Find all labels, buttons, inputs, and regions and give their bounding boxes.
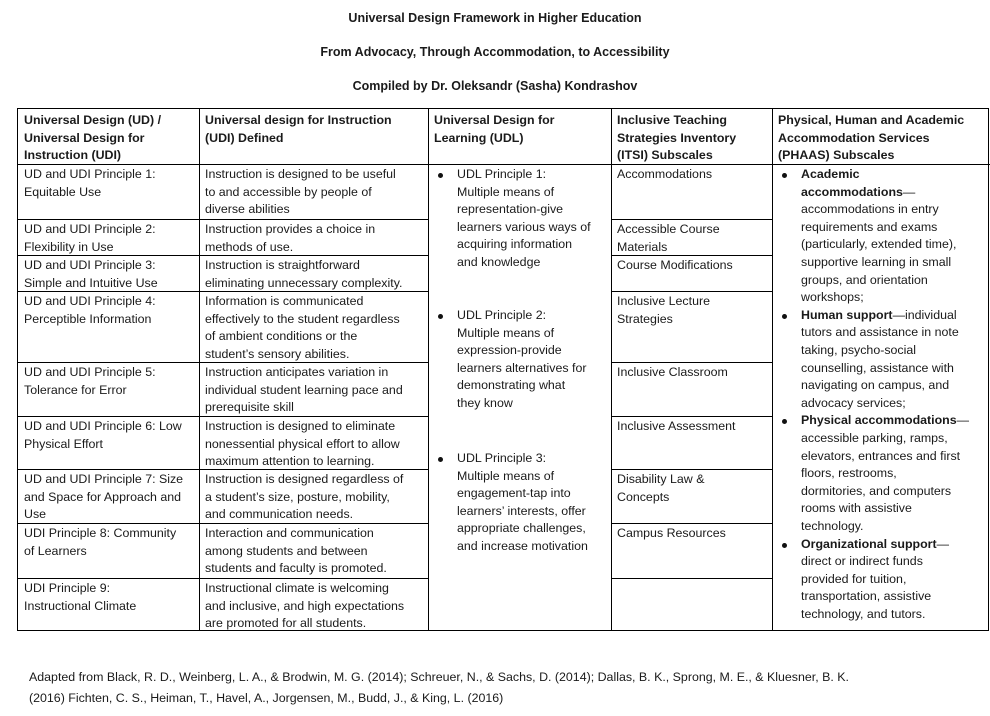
principle-definition-line: Instruction is straightforward xyxy=(205,258,360,272)
phaas-line xyxy=(801,606,949,624)
phaas-line xyxy=(801,166,956,184)
principle-name-line: UD and UDI Principle 2: xyxy=(24,222,156,236)
itsi-subscale-line: Campus Resources xyxy=(617,526,726,540)
principle-definition xyxy=(205,418,400,471)
principle-definition-line: diverse abilities xyxy=(205,202,290,217)
udl-principle-line: Multiple means of xyxy=(457,468,555,483)
principle-definition-line: Instruction is designed to eliminate xyxy=(205,419,396,433)
phaas-line xyxy=(801,184,956,202)
phaas-item xyxy=(801,412,969,535)
principle-definition-line: and inclusive, and high expectations xyxy=(205,598,405,613)
udl-principle xyxy=(457,450,588,556)
phaas-line xyxy=(801,571,949,589)
header-udl-line: Universal Design for xyxy=(434,113,555,127)
header-itsi xyxy=(617,112,736,165)
phaas-line xyxy=(801,448,969,466)
phaas-text: requirements and exams xyxy=(801,219,938,234)
udl-principle-line: and knowledge xyxy=(457,254,541,269)
principle-name xyxy=(24,293,156,328)
phaas-text: technology. xyxy=(801,518,864,533)
phaas-text: groups, and orientation xyxy=(801,272,928,287)
row-divider xyxy=(611,219,772,220)
bullet-icon xyxy=(438,314,443,319)
principle-definition-line: Instruction anticipates variation in xyxy=(205,365,389,379)
itsi-subscale-line: Inclusive Classroom xyxy=(617,365,728,379)
itsi-subscale xyxy=(617,418,735,436)
header-phaas-line: (PHAAS) Subscales xyxy=(778,148,895,163)
principle-definition-line: students and faculty is promoted. xyxy=(205,561,387,576)
row-divider xyxy=(611,291,772,292)
itsi-subscale xyxy=(617,257,733,275)
principle-definition-line: to and accessible by people of xyxy=(205,184,372,199)
phaas-text: elevators, entrances and first xyxy=(801,448,961,463)
bullet-icon xyxy=(438,173,443,178)
phaas-line xyxy=(801,536,949,554)
principle-definition xyxy=(205,364,403,417)
header-phaas-line: Physical, Human and Academic xyxy=(778,113,965,127)
bullet-icon xyxy=(782,173,787,178)
footnote-line-1: Adapted from Black, R. D., Weinberg, L. A., & Brodwin, M. G. (2014); Schreuer, N., & Sachs, D. (2014); Dallas, B. K., Sprong, M. E., & Kluesner, B. K. xyxy=(29,670,849,684)
phaas-line xyxy=(801,360,959,378)
principle-name-line: Use xyxy=(24,507,47,522)
udl-principle-line: appropriate challenges, xyxy=(457,521,586,536)
phaas-text: provided for tuition, xyxy=(801,571,907,586)
principle-name-line: Flexibility in Use xyxy=(24,239,114,254)
udl-principle-line: UDL Principle 1: xyxy=(457,167,547,181)
phaas-text: rooms with assistive xyxy=(801,501,912,516)
itsi-subscale xyxy=(617,471,704,506)
itsi-subscale xyxy=(617,525,726,543)
phaas-text: transportation, assistive xyxy=(801,589,932,604)
header-ud-line: Universal Design for xyxy=(24,130,145,145)
principle-name xyxy=(24,418,182,453)
principle-definition-line: among students and between xyxy=(205,543,368,558)
principle-definition-line: individual student learning pace and xyxy=(205,382,403,397)
column-divider xyxy=(428,109,429,630)
itsi-subscale-line: Inclusive Lecture xyxy=(617,294,710,308)
bullet-icon xyxy=(438,457,443,462)
phaas-text: — xyxy=(956,413,970,428)
document-title: Universal Design Framework in Higher Education xyxy=(348,11,642,25)
udl-principle-line: acquiring information xyxy=(457,237,573,252)
udl-principle-line: learners’ interests, offer xyxy=(457,503,586,518)
phaas-line xyxy=(801,430,969,448)
udl-principle xyxy=(457,307,586,413)
header-divider xyxy=(428,164,611,165)
itsi-subscale-line: Concepts xyxy=(617,489,670,504)
row-divider xyxy=(18,578,428,579)
header-ud xyxy=(24,112,161,165)
phaas-line xyxy=(801,324,959,342)
udl-principle-line: Multiple means of xyxy=(457,325,555,340)
phaas-line xyxy=(801,412,969,430)
principle-definition-line: Instruction is designed regardless of xyxy=(205,472,404,486)
itsi-subscale-line: Course Modifications xyxy=(617,258,733,272)
principle-name-line: Simple and Intuitive Use xyxy=(24,275,158,290)
phaas-term: accommodations xyxy=(801,184,903,199)
itsi-subscale-line: Inclusive Assessment xyxy=(617,419,736,433)
udl-principle-line: representation-give xyxy=(457,202,564,217)
principle-name xyxy=(24,221,156,256)
column-divider xyxy=(772,109,773,630)
itsi-subscale xyxy=(617,166,712,184)
phaas-item xyxy=(801,536,949,624)
phaas-text: supportive learning in small xyxy=(801,254,952,269)
principle-name-line: UD and UDI Principle 1: xyxy=(24,167,156,181)
header-itsi-line: Inclusive Teaching xyxy=(617,113,727,127)
phaas-text: dormitories, and computers xyxy=(801,483,952,498)
itsi-subscale xyxy=(617,221,720,256)
principle-definition xyxy=(205,525,387,578)
row-divider xyxy=(611,578,772,579)
phaas-text: technology, and tutors. xyxy=(801,606,926,621)
header-phaas xyxy=(778,112,964,165)
udl-principle-line: UDL Principle 2: xyxy=(457,308,547,322)
phaas-line xyxy=(801,342,959,360)
phaas-item xyxy=(801,166,956,307)
itsi-subscale-line: Accessible Course xyxy=(617,222,720,236)
principle-name-line: and Space for Approach and xyxy=(24,489,182,504)
phaas-text: taking, psycho-social xyxy=(801,342,917,357)
principle-definition-line: are promoted for all students. xyxy=(205,616,367,631)
principle-name-line: of Learners xyxy=(24,543,87,558)
udl-principle-line: Multiple means of xyxy=(457,184,555,199)
udl-principle-line: engagement-tap into xyxy=(457,486,571,501)
principle-definition-line: Instruction provides a choice in xyxy=(205,222,376,236)
phaas-term: Academic xyxy=(801,167,860,181)
itsi-subscale xyxy=(617,293,710,328)
principle-name-line: UD and UDI Principle 7: Size xyxy=(24,472,184,486)
phaas-text: — xyxy=(902,184,916,199)
bullet-icon xyxy=(782,543,787,548)
principle-definition xyxy=(205,257,402,292)
principle-name-line: Physical Effort xyxy=(24,436,103,451)
header-ud-line: Universal Design (UD) / xyxy=(24,113,162,127)
principle-definition xyxy=(205,580,404,633)
phaas-text: floors, restrooms, xyxy=(801,466,897,481)
udl-principle-line: and increase motivation xyxy=(457,538,588,553)
principle-name-line: Instructional Climate xyxy=(24,598,137,613)
itsi-subscale-line: Materials xyxy=(617,239,668,254)
row-divider xyxy=(18,219,428,220)
principle-definition-line: maximum attention to learning. xyxy=(205,454,375,469)
principle-name-line: UD and UDI Principle 3: xyxy=(24,258,156,272)
bullet-icon xyxy=(782,314,787,319)
phaas-line xyxy=(801,201,956,219)
principle-name-line: UD and UDI Principle 4: xyxy=(24,294,156,308)
phaas-line xyxy=(801,219,956,237)
principle-definition xyxy=(205,471,403,524)
principle-definition-line: prerequisite skill xyxy=(205,400,294,415)
principle-definition xyxy=(205,166,396,219)
row-divider xyxy=(611,469,772,470)
udl-principle-line: demonstrating what xyxy=(457,378,566,393)
principle-name-line: Equitable Use xyxy=(24,184,102,199)
principle-name-line: UDI Principle 9: xyxy=(24,581,111,595)
phaas-line xyxy=(801,553,949,571)
principle-name xyxy=(24,257,158,292)
phaas-line xyxy=(801,395,959,413)
phaas-text: workshops; xyxy=(801,290,864,305)
phaas-line xyxy=(801,518,969,536)
phaas-text: direct or indirect funds xyxy=(801,554,923,569)
phaas-line xyxy=(801,289,956,307)
header-itsi-line: (ITSI) Subscales xyxy=(617,148,713,163)
column-divider xyxy=(611,109,612,630)
principle-name xyxy=(24,364,156,399)
framework-table xyxy=(17,108,989,631)
principle-definition-line: Instructional climate is welcoming xyxy=(205,581,389,595)
phaas-text: counselling, assistance with xyxy=(801,360,954,375)
compiled-by: Compiled by Dr. Oleksandr (Sasha) Kondrashov xyxy=(352,79,638,93)
principle-definition-line: nonessential physical effort to allow xyxy=(205,436,400,451)
row-divider xyxy=(611,416,772,417)
itsi-subscale-line: Accommodations xyxy=(617,167,713,181)
phaas-line xyxy=(801,465,969,483)
udl-principle-line: learners alternatives for xyxy=(457,360,587,375)
principle-definition-line: effectively to the student regardless xyxy=(205,311,400,326)
principle-name xyxy=(24,580,136,615)
principle-definition-line: of ambient conditions or the xyxy=(205,329,358,344)
header-udi-line: Universal design for Instruction xyxy=(205,113,392,127)
header-ud-line: Instruction (UDI) xyxy=(24,148,122,163)
phaas-text: advocacy services; xyxy=(801,395,906,410)
phaas-text: accommodations in entry xyxy=(801,202,939,217)
header-phaas-line: Accommodation Services xyxy=(778,130,930,145)
principle-name-line: Perceptible Information xyxy=(24,311,152,326)
phaas-line xyxy=(801,377,959,395)
row-divider xyxy=(611,523,772,524)
principle-name xyxy=(24,471,183,524)
principle-definition xyxy=(205,293,400,363)
header-udi-line: (UDI) Defined xyxy=(205,130,284,145)
footnote-line-2: (2016) Fichten, C. S., Heiman, T., Havel, A., Jorgensen, M., Budd, J., & King, L. (2016) xyxy=(29,691,504,705)
principle-definition-line: and communication needs. xyxy=(205,507,354,522)
principle-definition-line: a student’s size, posture, mobility, xyxy=(205,489,390,504)
phaas-line xyxy=(801,236,956,254)
principle-definition-line: Interaction and communication xyxy=(205,526,374,540)
principle-name-line: UD and UDI Principle 6: Low xyxy=(24,419,182,433)
phaas-text: — xyxy=(936,536,950,551)
phaas-text: navigating on campus, and xyxy=(801,378,950,393)
principle-name xyxy=(24,525,176,560)
principle-name-line: UDI Principle 8: Community xyxy=(24,526,177,540)
phaas-item xyxy=(801,307,959,413)
phaas-line xyxy=(801,307,959,325)
document-subtitle: From Advocacy, Through Accommodation, to Accessibility xyxy=(320,45,670,59)
phaas-line xyxy=(801,272,956,290)
phaas-term: Human support xyxy=(801,307,893,322)
phaas-text: —individual xyxy=(892,307,957,322)
principle-name-line: Tolerance for Error xyxy=(24,382,127,397)
principle-name xyxy=(24,166,156,201)
phaas-line xyxy=(801,588,949,606)
principle-definition-line: Information is communicated xyxy=(205,294,364,308)
header-udi xyxy=(205,112,392,147)
udl-principle-line: they know xyxy=(457,395,513,410)
bullet-icon xyxy=(782,419,787,424)
itsi-subscale-line: Disability Law & xyxy=(617,472,705,486)
header-udl-line: Learning (UDL) xyxy=(434,130,524,145)
phaas-line xyxy=(801,254,956,272)
phaas-term: Physical accommodations xyxy=(801,413,957,428)
principle-name-line: UD and UDI Principle 5: xyxy=(24,365,156,379)
phaas-text: (particularly, extended time), xyxy=(801,237,957,252)
principle-definition-line: eliminating unnecessary complexity. xyxy=(205,275,403,290)
header-udl xyxy=(434,112,555,147)
column-divider xyxy=(199,109,200,630)
phaas-term: Organizational support xyxy=(801,536,937,551)
phaas-text: tutors and assistance in note xyxy=(801,325,959,340)
phaas-text: accessible parking, ramps, xyxy=(801,430,948,445)
udl-principle-line: expression-provide xyxy=(457,343,562,358)
udl-principle-line: UDL Principle 3: xyxy=(457,451,547,465)
principle-definition-line: Instruction is designed to be useful xyxy=(205,167,396,181)
principle-definition-line: student’s sensory abilities. xyxy=(205,346,350,361)
itsi-subscale-line: Strategies xyxy=(617,311,673,326)
phaas-line xyxy=(801,500,969,518)
itsi-subscale xyxy=(617,364,728,382)
row-divider xyxy=(611,362,772,363)
principle-definition-line: methods of use. xyxy=(205,239,294,254)
udl-principle-line: learners various ways of xyxy=(457,219,591,234)
header-itsi-line: Strategies Inventory xyxy=(617,130,737,145)
phaas-line xyxy=(801,483,969,501)
udl-principle xyxy=(457,166,591,272)
principle-definition xyxy=(205,221,375,256)
